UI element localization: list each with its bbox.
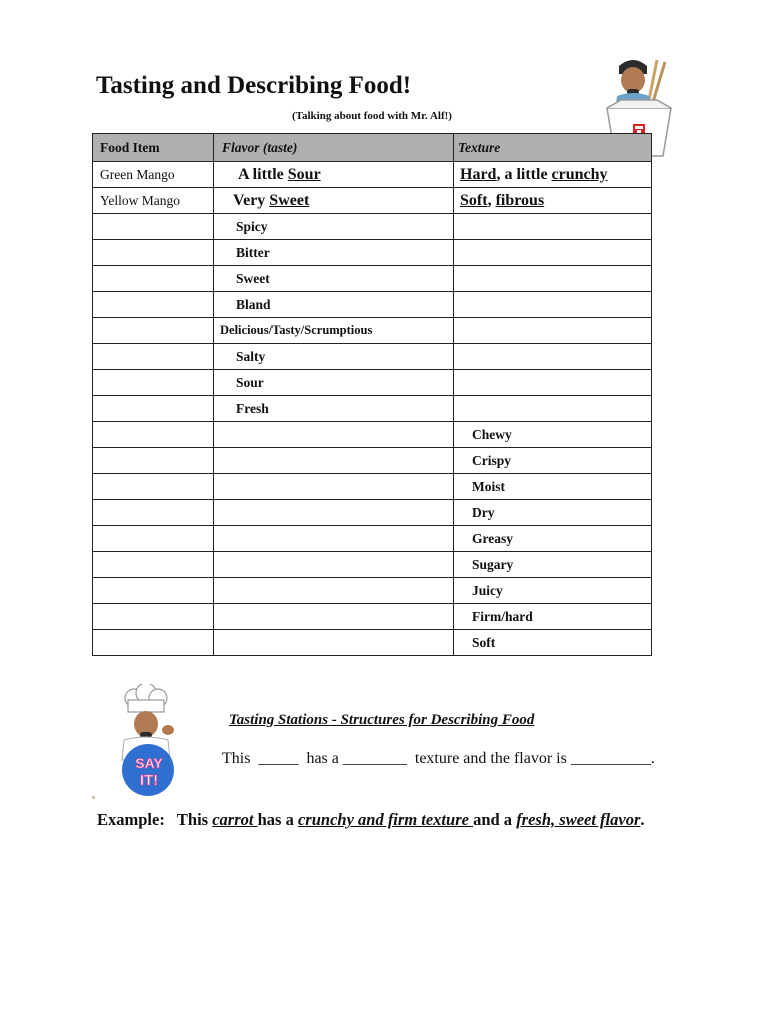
decorative-dot	[92, 796, 95, 799]
texture-cell: Sugary	[454, 552, 652, 578]
flavor-cell: Salty	[214, 344, 454, 370]
texture-cell	[454, 292, 652, 318]
texture-word: Soft	[460, 191, 488, 209]
food-item-cell	[93, 474, 214, 500]
flavor-prefix: A little	[238, 165, 288, 183]
bitmoji-chef-icon	[112, 684, 190, 800]
flavor-cell	[214, 188, 454, 214]
table-row	[93, 188, 652, 214]
table-row	[93, 396, 652, 422]
food-item-cell	[93, 370, 214, 396]
flavor-prefix: Very	[233, 191, 270, 209]
food-item-cell	[93, 240, 214, 266]
example-underlined: crunchy and firm texture	[297, 810, 474, 829]
texture-cell: Crispy	[454, 448, 652, 474]
flavor-cell: Spicy	[214, 214, 454, 240]
texture-connector: ,	[487, 191, 496, 209]
flavor-cell	[214, 422, 454, 448]
flavor-cell	[214, 552, 454, 578]
texture-cell	[454, 370, 652, 396]
table-row	[93, 318, 652, 344]
table-row	[93, 214, 652, 240]
food-item-cell	[93, 552, 214, 578]
table-row	[93, 630, 652, 656]
food-item-cell: Green Mango	[93, 162, 214, 188]
table-row	[93, 500, 652, 526]
table-row	[93, 474, 652, 500]
food-item-cell	[93, 266, 214, 292]
texture-cell	[454, 266, 652, 292]
table-row	[93, 552, 652, 578]
header-flavor: Flavor (taste)	[214, 134, 454, 162]
sentence-frame: This _____ has a ________ texture and the flavor is __________.	[222, 750, 655, 767]
header-texture: Texture	[454, 134, 652, 162]
food-item-cell	[93, 422, 214, 448]
food-item-cell	[93, 292, 214, 318]
example-text: This	[164, 810, 213, 829]
table-row	[93, 266, 652, 292]
texture-cell	[454, 162, 652, 188]
texture-cell: Juicy	[454, 578, 652, 604]
example-underlined: carrot	[212, 810, 258, 829]
example-sentence	[97, 810, 645, 830]
food-item-cell	[93, 604, 214, 630]
flavor-word: Sweet	[269, 191, 310, 209]
example-text: has a	[257, 810, 298, 829]
flavor-cell: Bitter	[214, 240, 454, 266]
example-text: .	[640, 810, 645, 829]
table-row	[93, 526, 652, 552]
table-row	[93, 292, 652, 318]
texture-cell	[454, 318, 652, 344]
table-row	[93, 344, 652, 370]
texture-cell: Soft	[454, 630, 652, 656]
texture-cell: Chewy	[454, 422, 652, 448]
header-food-item: Food Item	[93, 134, 214, 162]
table-header-row	[93, 134, 652, 162]
texture-cell: Firm/hard	[454, 604, 652, 630]
flavor-cell	[214, 448, 454, 474]
food-item-cell	[93, 578, 214, 604]
texture-word: Hard	[460, 165, 497, 183]
texture-word: fibrous	[495, 191, 545, 209]
table-row	[93, 240, 652, 266]
texture-cell	[454, 188, 652, 214]
flavor-cell: Sweet	[214, 266, 454, 292]
flavor-cell: Bland	[214, 292, 454, 318]
flavor-word: Sour	[287, 165, 321, 183]
example-underlined: fresh, sweet flavor	[516, 810, 641, 829]
food-item-cell	[93, 526, 214, 552]
food-item-cell	[93, 318, 214, 344]
texture-word: crunchy	[551, 165, 608, 183]
texture-cell	[454, 396, 652, 422]
table-row	[93, 448, 652, 474]
example-text: and a	[473, 810, 517, 829]
flavor-cell	[214, 630, 454, 656]
it-text: IT!	[139, 772, 159, 789]
food-description-table	[92, 133, 652, 656]
table-row	[93, 578, 652, 604]
food-item-cell	[93, 448, 214, 474]
example-label: Example:	[97, 810, 165, 829]
texture-cell	[454, 344, 652, 370]
texture-cell	[454, 240, 652, 266]
table-row	[93, 162, 652, 188]
food-item-cell: Yellow Mango	[93, 188, 214, 214]
food-item-cell	[93, 214, 214, 240]
table-row	[93, 422, 652, 448]
food-item-cell	[93, 344, 214, 370]
flavor-cell	[214, 604, 454, 630]
food-item-cell	[93, 396, 214, 422]
chef-say-it-sticker	[112, 684, 190, 800]
texture-cell: Moist	[454, 474, 652, 500]
texture-cell: Greasy	[454, 526, 652, 552]
page-subtitle: (Talking about food with Mr. Alf!)	[292, 110, 452, 122]
texture-cell: Dry	[454, 500, 652, 526]
flavor-cell	[214, 526, 454, 552]
table-row	[93, 604, 652, 630]
page-title: Tasting and Describing Food!	[96, 72, 412, 99]
flavor-cell: Sour	[214, 370, 454, 396]
flavor-cell: Delicious/Tasty/Scrumptious	[214, 318, 454, 344]
texture-connector: , a little	[496, 165, 552, 183]
say-text: SAY	[135, 755, 163, 771]
flavor-cell	[214, 500, 454, 526]
food-item-cell	[93, 630, 214, 656]
food-item-cell	[93, 500, 214, 526]
flavor-cell	[214, 162, 454, 188]
texture-cell	[454, 214, 652, 240]
flavor-cell: Fresh	[214, 396, 454, 422]
table-row	[93, 370, 652, 396]
flavor-cell	[214, 474, 454, 500]
tasting-stations-heading: Tasting Stations - Structures for Describing Food	[229, 712, 535, 728]
flavor-cell	[214, 578, 454, 604]
